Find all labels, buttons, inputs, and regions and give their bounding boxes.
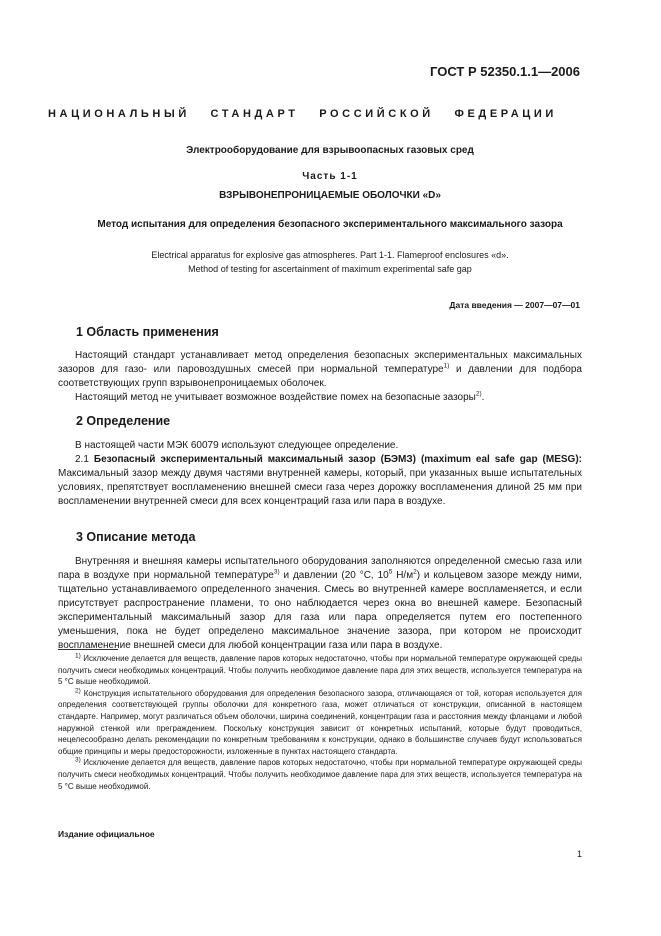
section-3-body: [58, 555, 582, 653]
footnote-ref[interactable]: 2): [475, 390, 482, 398]
edition-label: Издание официальное: [58, 829, 155, 839]
page-number: 1: [576, 849, 582, 859]
national-standard-banner: НАЦИОНАЛЬНЫЙ СТАНДАРТ РОССИЙСКОЙ ФЕДЕРАЦИИ: [48, 108, 557, 120]
footnote-ref[interactable]: 3): [273, 568, 280, 576]
document-subtitle: ВЗРЫВОНЕПРОНИЦАЕМЫЕ ОБОЛОЧКИ «D»: [219, 190, 441, 201]
section-2-body: [58, 439, 582, 509]
english-title: [40, 248, 620, 276]
footnotes: [58, 653, 582, 792]
footnote-2: $^{2)}$ Конструкция испытательного оборудования для определения безопасного зазора, отличающаяся от той, которая используется для определения соответствующей группы оболочки для конкретного газа, может отличаться от конструкции, описанной в настоящем стандарте. Например, могут различаться объем оболочки, ширина соединений, концентрации газа и расстояния между фланцами и любой наружной стенкой или преграждением. Поскольку конструкция зависит от конкретных испытаний, которые будут проводиться, нецелесообразно делать рекомендации по конкретным требованиям к конструкции, однако в большинстве случаев будут использоваться общие принципы и меры предосторожности, изложенные в пунктах настоящего стандарта.: [58, 687, 582, 756]
paragraph: В настоящей части МЭК 60079 используют следующее определение.: [75, 440, 399, 451]
introduction-date: Дата введения — 2007—07—01: [449, 300, 580, 310]
section-3-heading: 3 Описание метода: [76, 530, 196, 544]
part-label: Часть 1-1: [302, 171, 358, 182]
footnote-1: $^{1)}$ Исключение делается для веществ, давление паров которых недостаточно, чтобы при нормальной температуре окружающей среды получить смеси необходимых концентраций. Чтобы получить необходимое давление пара для этих веществ, используется температура на 5 °С выше необходимой.: [58, 652, 582, 687]
footnote-divider: [58, 649, 118, 650]
paragraph: Внутренняя и внешняя камеры испытательного оборудования заполняются определенной смесью газа или пара в воздухе при нормальной температуре$^{3)}$ и давлении (20 °С, $10^5$ $Н/м^2$) и кольцевом зазоре между ними, тщательно устанавливаемого определенного значения. Смесь во внутренней камере воспламеняется, и если присутствует распространение пламени, то оно наблюдается через окна во внешней камере. Безопасный экспериментальный максимальный зазор для газа или пара определяется путем его постепенного уменьшения, пока не будет определено максимальное значение зазора, при котором не происходит воспламенение внешней смеси для любой концентрации газа или пара в воздухе.: [58, 556, 583, 651]
defined-term: Безопасный экспериментальный максимальный зазор (БЭМЗ) (maximum eal safe gap (MESG):: [93, 454, 582, 465]
footnote-3: $^{3)}$ Исключение делается для веществ, давление паров которых недостаточно, чтобы при нормальной температуре окружающей среды получить смеси необходимых концентраций. Чтобы получить необходимое давление пара для этих веществ, используется температура на 5 °С выше необходимой.: [58, 756, 582, 791]
section-1-body: [58, 349, 582, 405]
paragraph: Настоящий стандарт устанавливает метод определения безопасных экспериментальных максимальных зазоров для газо- или паровоздушных смесей при нормальной температуре$^{1)}$ и давлении для подбора соответствующих групп взрывонепроницаемых оболочек.: [58, 350, 582, 389]
definition-paragraph: 2.1 Безопасный экспериментальный максимальный зазор (БЭМЗ) (maximum eal safe gap (MESG): Максимальный зазор между двумя частями внутренней камеры, который, при указанных выше испытательных условиях, препятствует воспламенению внешней смеси газа через дорожку воспламенения длиной 25 мм при воспламенении внутренней смеси для всех концентраций газа или пара в воздухе.: [58, 454, 582, 507]
section-2-heading: 2 Определение: [76, 414, 171, 428]
footnote-ref[interactable]: 1): [443, 362, 450, 370]
english-title-line-1: Electrical apparatus for explosive gas atmospheres. Part 1-1. Flameproof enclosures «d».: [151, 250, 509, 260]
method-title: Метод испытания для определения безопасного экспериментального максимального зазора: [97, 219, 563, 230]
section-1-heading: 1 Область применения: [76, 325, 219, 339]
paragraph: Настоящий метод не учитывает возможное воздействие помех на безопасные зазоры$^{2)}$.: [75, 390, 485, 403]
standard-code: ГОСТ Р 52350.1.1—2006: [430, 64, 580, 79]
english-title-line-2: Method of testing for ascertainment of maximum experimental safe gap: [188, 264, 472, 274]
document-title: Электрооборудование для взрывоопасных газовых сред: [186, 145, 474, 156]
